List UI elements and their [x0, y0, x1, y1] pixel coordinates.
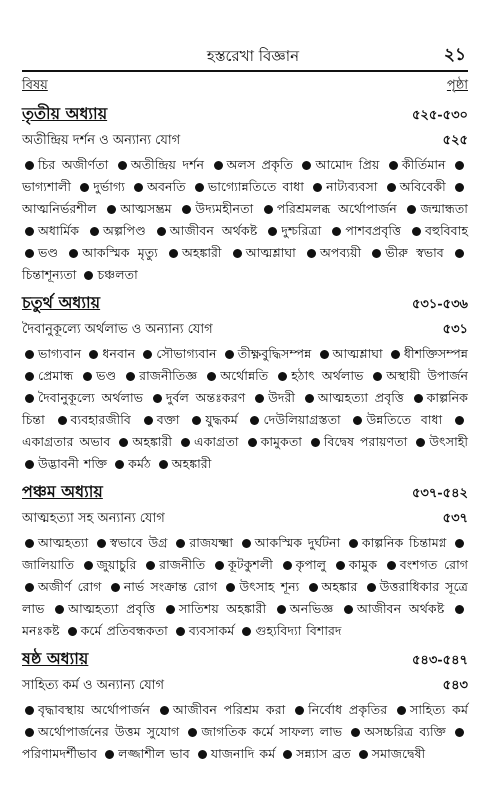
topic-item: অতীন্দ্রিয় দর্শন [130, 157, 205, 172]
bullet-icon [25, 350, 34, 359]
running-title: হস্তরেখা বিজ্ঞান [206, 47, 300, 65]
bullet-icon [455, 183, 464, 192]
bullet-icon [455, 539, 464, 548]
bullet-icon [153, 394, 162, 403]
topic-item: আত্মহত্যা প্রবৃত্তি [68, 601, 156, 616]
section-title: সাহিত্য কর্ম ও অন্যান্য যোগ [22, 678, 164, 693]
topic-item: দুর্বল অন্তঃকরণ [165, 390, 246, 405]
chapter-heading [22, 479, 468, 506]
topic-item: দুশ্চরিত্রা [281, 223, 322, 238]
topic-item: আত্মহত্যা প্রবৃত্তি [317, 390, 404, 405]
bullet-icon [278, 372, 287, 381]
bullet-icon [391, 350, 400, 359]
topic-item: কামুকতা [260, 434, 302, 449]
bullet-icon [372, 249, 381, 258]
topic-item: আমোদ প্রিয় [315, 157, 380, 172]
chapter-page-range: ৫৪৩-৫৪৭ [411, 653, 468, 668]
topic-item: আত্মশ্লাঘা [245, 245, 296, 260]
bullet-icon [455, 416, 464, 425]
topic-item: অহঙ্কারী [171, 456, 212, 471]
chapter-heading [22, 290, 468, 317]
topic-item: বক্তা [156, 412, 180, 427]
bullet-icon [115, 460, 124, 469]
bullet-icon [283, 561, 292, 570]
topic-item: রাজনীতি [159, 557, 206, 572]
section-page: ৫২৫ [442, 133, 468, 148]
topic-item: হঠাৎ অর্থলাভ [291, 368, 364, 383]
chapter-page-range: ৫৩৭-৫৪২ [411, 486, 468, 501]
bullet-icon [309, 583, 318, 592]
chapter-block [22, 646, 468, 765]
page-heading: পৃষ্ঠা [446, 78, 468, 93]
topic-item: কাল্পনিক চিন্তামগ্ন [361, 535, 447, 550]
topic-item: অস্থায়ী উপার্জন [386, 368, 468, 383]
bullet-icon [387, 183, 396, 192]
section-heading [22, 509, 468, 530]
bullet-icon [412, 227, 421, 236]
topic-item: দৈবানুকূল্যে অর্থলাভ [38, 390, 144, 405]
topic-item: জুয়াচুরি [96, 557, 137, 572]
topic-item: আকস্মিক মৃত্যু [82, 245, 158, 260]
bullet-icon [83, 372, 92, 381]
bullet-icon [84, 271, 93, 280]
topic-item: পরিশ্রমলব্ধ অর্থোপার্জন [276, 201, 397, 216]
bullet-icon [455, 728, 464, 737]
bullet-icon [25, 394, 34, 403]
topic-item: সমাজদ্বেষী [371, 746, 426, 761]
section-page: ৫৩৭ [442, 511, 468, 526]
topic-item: ভাগ্যশালী [22, 179, 72, 194]
topic-item: ভণ্ড [96, 368, 117, 383]
bullet-icon [349, 539, 358, 548]
topic-item: আত্মহত্যা [38, 535, 89, 550]
topic-item: পরিণামদর্শীভাব [22, 746, 98, 761]
bullet-icon [277, 605, 286, 614]
bullet-icon [25, 539, 34, 548]
bullet-icon [313, 183, 322, 192]
topic-item: সাহিত্য কর্ম [410, 702, 468, 717]
bullet-icon [188, 728, 197, 737]
bullet-icon [192, 416, 201, 425]
bullet-icon [320, 350, 329, 359]
bullet-icon [295, 706, 304, 715]
topic-item: অলস প্রকৃতি [226, 157, 293, 172]
bullet-icon [89, 350, 98, 359]
topic-item: চিন্তাশূন্যতা [22, 267, 77, 282]
topic-item: ব্যবহারজীবি [70, 412, 131, 427]
topic-item: কীর্তিমান [401, 157, 446, 172]
bullet-icon [353, 416, 362, 425]
topic-item: ব্যবসাকর্ম [188, 623, 235, 638]
topic-item: গুহ্যবিদ্যা বিশারদ [255, 623, 342, 638]
bullet-icon [407, 205, 416, 214]
topic-item: অজীর্ণ রোগ [38, 579, 102, 594]
topic-item: ভণ্ড [38, 245, 59, 260]
bullet-icon [181, 438, 190, 447]
chapter-heading [22, 646, 468, 673]
chapter-heading [22, 101, 468, 128]
section-title: দৈবানুকূল্যে অর্থলাভ ও অন্যান্য যোগ [22, 322, 213, 337]
bullet-icon [455, 161, 464, 170]
bullet-icon [160, 706, 169, 715]
bullet-icon [134, 183, 143, 192]
bullet-icon [84, 561, 93, 570]
page-number: ২১ [443, 45, 466, 65]
bullet-icon [307, 249, 316, 258]
topic-item: মনঃকষ্ট [22, 623, 60, 638]
bullet-icon [389, 161, 398, 170]
topic-item: ধনবান [102, 346, 136, 361]
bullet-icon [25, 227, 34, 236]
chapter-block [22, 290, 468, 475]
bullet-icon [302, 161, 311, 170]
topic-item: বংশগত রোগ [399, 557, 468, 572]
bullet-icon [242, 539, 251, 548]
bullet-icon [344, 605, 353, 614]
bullet-icon [159, 460, 168, 469]
bullet-icon [97, 539, 106, 548]
topic-item: কূটকুশলী [227, 557, 273, 572]
bullet-icon [455, 249, 464, 258]
topic-item: বহুবিবাহ [425, 223, 468, 238]
topic-item: সৌভাগ্যবান [156, 346, 217, 361]
chapter-title: পঞ্চম অধ্যায় [22, 482, 103, 501]
bullet-icon [359, 750, 368, 759]
topic-item: অধার্মিক [38, 223, 80, 238]
chapter-title: তৃতীয় অধ্যায় [22, 104, 108, 123]
topic-item: যাজনাদি কর্ম [210, 746, 276, 761]
topic-item: জালিয়াতি [22, 557, 75, 572]
topic-item: আত্মনির্ভরশীল [22, 201, 97, 216]
topic-list [22, 343, 468, 475]
bullet-icon [215, 561, 224, 570]
topic-item: আকস্মিক দুর্ঘটনা [254, 535, 341, 550]
topic-item: নার্ভ সংক্রান্ত রোগ [123, 579, 218, 594]
topic-item: আত্মসম্ভ্রম [120, 201, 172, 216]
topic-list [22, 532, 468, 642]
section-heading [22, 676, 468, 697]
topic-item: আজীবন অর্থকষ্ট [169, 223, 258, 238]
topic-item: লজ্জাশীল ভাব [118, 746, 190, 761]
bullet-icon [367, 583, 376, 592]
topic-item: ভাগ্যোন্নতিতে বাধা [207, 179, 304, 194]
topic-item: চির অজীর্ণতা [38, 157, 109, 172]
page-header [22, 46, 468, 72]
bullet-icon [80, 183, 89, 192]
topic-item: অহঙ্কার [321, 579, 358, 594]
bullet-icon [336, 561, 345, 570]
bullet-icon [264, 205, 273, 214]
bullet-icon [90, 227, 99, 236]
topic-item: স্বভাবে উগ্র [109, 535, 168, 550]
topic-item: দেউলিয়াগ্রস্ততা [263, 412, 341, 427]
table-of-contents [22, 101, 468, 765]
bullet-icon [69, 249, 78, 258]
topic-item: উদ্যমহীনতা [195, 201, 254, 216]
bullet-icon [118, 161, 127, 170]
bullet-icon [283, 750, 292, 759]
bullet-icon [107, 205, 116, 214]
topic-item: নাট্যব্যবসা [326, 179, 378, 194]
topic-item: উদরী [268, 390, 296, 405]
section-heading [22, 131, 468, 152]
bullet-icon [233, 249, 242, 258]
topic-item: রাজযক্ষ্মা [189, 535, 234, 550]
bullet-icon [55, 605, 64, 614]
bullet-icon [182, 205, 191, 214]
bullet-icon [198, 750, 207, 759]
topic-item: নির্বোধ প্রকৃতির [308, 702, 388, 717]
bullet-icon [25, 583, 34, 592]
topic-item: কর্মে প্রতিবন্ধকতা [80, 623, 168, 638]
section-heading [22, 320, 468, 341]
bullet-icon [214, 161, 223, 170]
bullet-icon [146, 561, 155, 570]
chapter-page-range: ৫৩১-৫৩৬ [411, 297, 468, 312]
topic-item: অপব্যয়ী [320, 245, 362, 260]
topic-item: জাগতিক কর্মে সাফল্য লাভ [201, 724, 343, 739]
bullet-icon [119, 438, 128, 447]
subject-heading: বিষয় [22, 78, 48, 93]
topic-item: কামুক [348, 557, 378, 572]
bullet-icon [25, 372, 34, 381]
bullet-icon [387, 561, 396, 570]
topic-item: রাজনীতিজ্ঞ [139, 368, 198, 383]
bullet-icon [105, 750, 114, 759]
topic-item: তীক্ষ্ণবুদ্ধিসম্পন্ন [237, 346, 312, 361]
bullet-icon [332, 227, 341, 236]
bullet-icon [226, 583, 235, 592]
bullet-icon [416, 438, 425, 447]
topic-item: কৃপালু [295, 557, 326, 572]
topic-item: যুদ্ধকর্ম [205, 412, 238, 427]
topic-item: বৃদ্ধাবস্থায় অর্থোপার্জন [38, 702, 150, 717]
section-page: ৫৪৩ [442, 678, 468, 693]
topic-item: সন্ন্যাস ব্রত [296, 746, 351, 761]
topic-item: ভীরু স্বভাব [385, 245, 444, 260]
topic-item: উত্তরাধিকার সূত্রে লাভ [22, 579, 468, 616]
bullet-icon [25, 161, 34, 170]
bullet-icon [311, 438, 320, 447]
bullet-icon [25, 460, 34, 469]
chapter-title: চতুর্থ অধ্যায় [22, 293, 101, 312]
topic-item: চঞ্চলতা [97, 267, 138, 282]
bullet-icon [250, 416, 259, 425]
bullet-icon [176, 539, 185, 548]
chapter-block [22, 479, 468, 642]
bullet-icon [414, 394, 423, 403]
chapter-block [22, 101, 468, 286]
bullet-icon [207, 372, 216, 381]
topic-item: সাতিশয় অহঙ্কারী [178, 601, 267, 616]
topic-item: ধীশক্তিসম্পন্ন [403, 346, 468, 361]
bullet-icon [25, 706, 34, 715]
bullet-icon [242, 627, 251, 636]
bullet-icon [373, 372, 382, 381]
bullet-icon [58, 416, 67, 425]
topic-item: অহঙ্কারী [132, 434, 173, 449]
section-page: ৫৩১ [442, 322, 468, 337]
topic-list [22, 154, 468, 286]
topic-item: পাশবপ্রবৃত্তি [345, 223, 402, 238]
topic-item: অর্থোপার্জনের উত্তম সুযোগ [38, 724, 180, 739]
topic-item: ভাগ্যবান [38, 346, 82, 361]
bullet-icon [157, 227, 166, 236]
topic-item: অবনতি [147, 179, 186, 194]
bullet-icon [143, 350, 152, 359]
topic-item: উদ্ভাবনী শক্তি [38, 456, 108, 471]
bullet-icon [144, 416, 153, 425]
topic-item: আত্মশ্লাঘা [332, 346, 383, 361]
bullet-icon [68, 627, 77, 636]
bullet-icon [25, 728, 34, 737]
topic-item: দুর্ভাগ্য [93, 179, 125, 194]
topic-item: আজীবন অর্থকষ্ট [357, 601, 445, 616]
section-title: অতীন্দ্রিয় দর্শন ও অন্যান্য যোগ [22, 133, 181, 148]
topic-item: বিদ্বেষ পরায়ণতা [323, 434, 408, 449]
topic-item: অসচ্চরিত্র ব্যক্তি [364, 724, 446, 739]
topic-item: জন্মান্ধতা [420, 201, 468, 216]
topic-item: উৎসাহী [429, 434, 468, 449]
bullet-icon [455, 605, 464, 614]
bullet-icon [397, 706, 406, 715]
bullet-icon [166, 605, 175, 614]
topic-item: কর্মঠ [128, 456, 151, 471]
bullet-icon [351, 728, 360, 737]
bullet-icon [195, 183, 204, 192]
bullet-icon [268, 227, 277, 236]
topic-item: অবিবেকী [399, 179, 446, 194]
topic-list [22, 699, 468, 765]
topic-item: একাগ্রতা [194, 434, 239, 449]
topic-item: অহঙ্কারী [181, 245, 222, 260]
section-title: আত্মহত্যা সহ অন্যান্য যোগ [22, 511, 165, 526]
bullet-icon [25, 249, 34, 258]
topic-item: অর্থোন্নতি [220, 368, 269, 383]
bullet-icon [248, 438, 257, 447]
topic-item: কাল্পনিক চিন্তা [22, 390, 468, 427]
bullet-icon [111, 583, 120, 592]
topic-item: একাগ্রতার অভাব [22, 434, 111, 449]
bullet-icon [225, 350, 234, 359]
topic-item: আজীবন পরিশ্রম করা [172, 702, 286, 717]
topic-item: প্রেমান্ধ [38, 368, 74, 383]
bullet-icon [305, 394, 314, 403]
chapter-page-range: ৫২৫-৫৩০ [411, 108, 468, 123]
topic-item: উৎসাহ শূন্য [239, 579, 300, 594]
bullet-icon [126, 372, 135, 381]
topic-item: অল্পপিণ্ড [103, 223, 146, 238]
bullet-icon [255, 394, 264, 403]
column-headings [22, 76, 468, 97]
topic-item: অনভিজ্ঞ [289, 601, 334, 616]
bullet-icon [169, 249, 178, 258]
topic-item: উন্নতিতে বাধা [366, 412, 443, 427]
bullet-icon [176, 627, 185, 636]
chapter-title: ষষ্ঠ অধ্যায় [22, 649, 89, 668]
